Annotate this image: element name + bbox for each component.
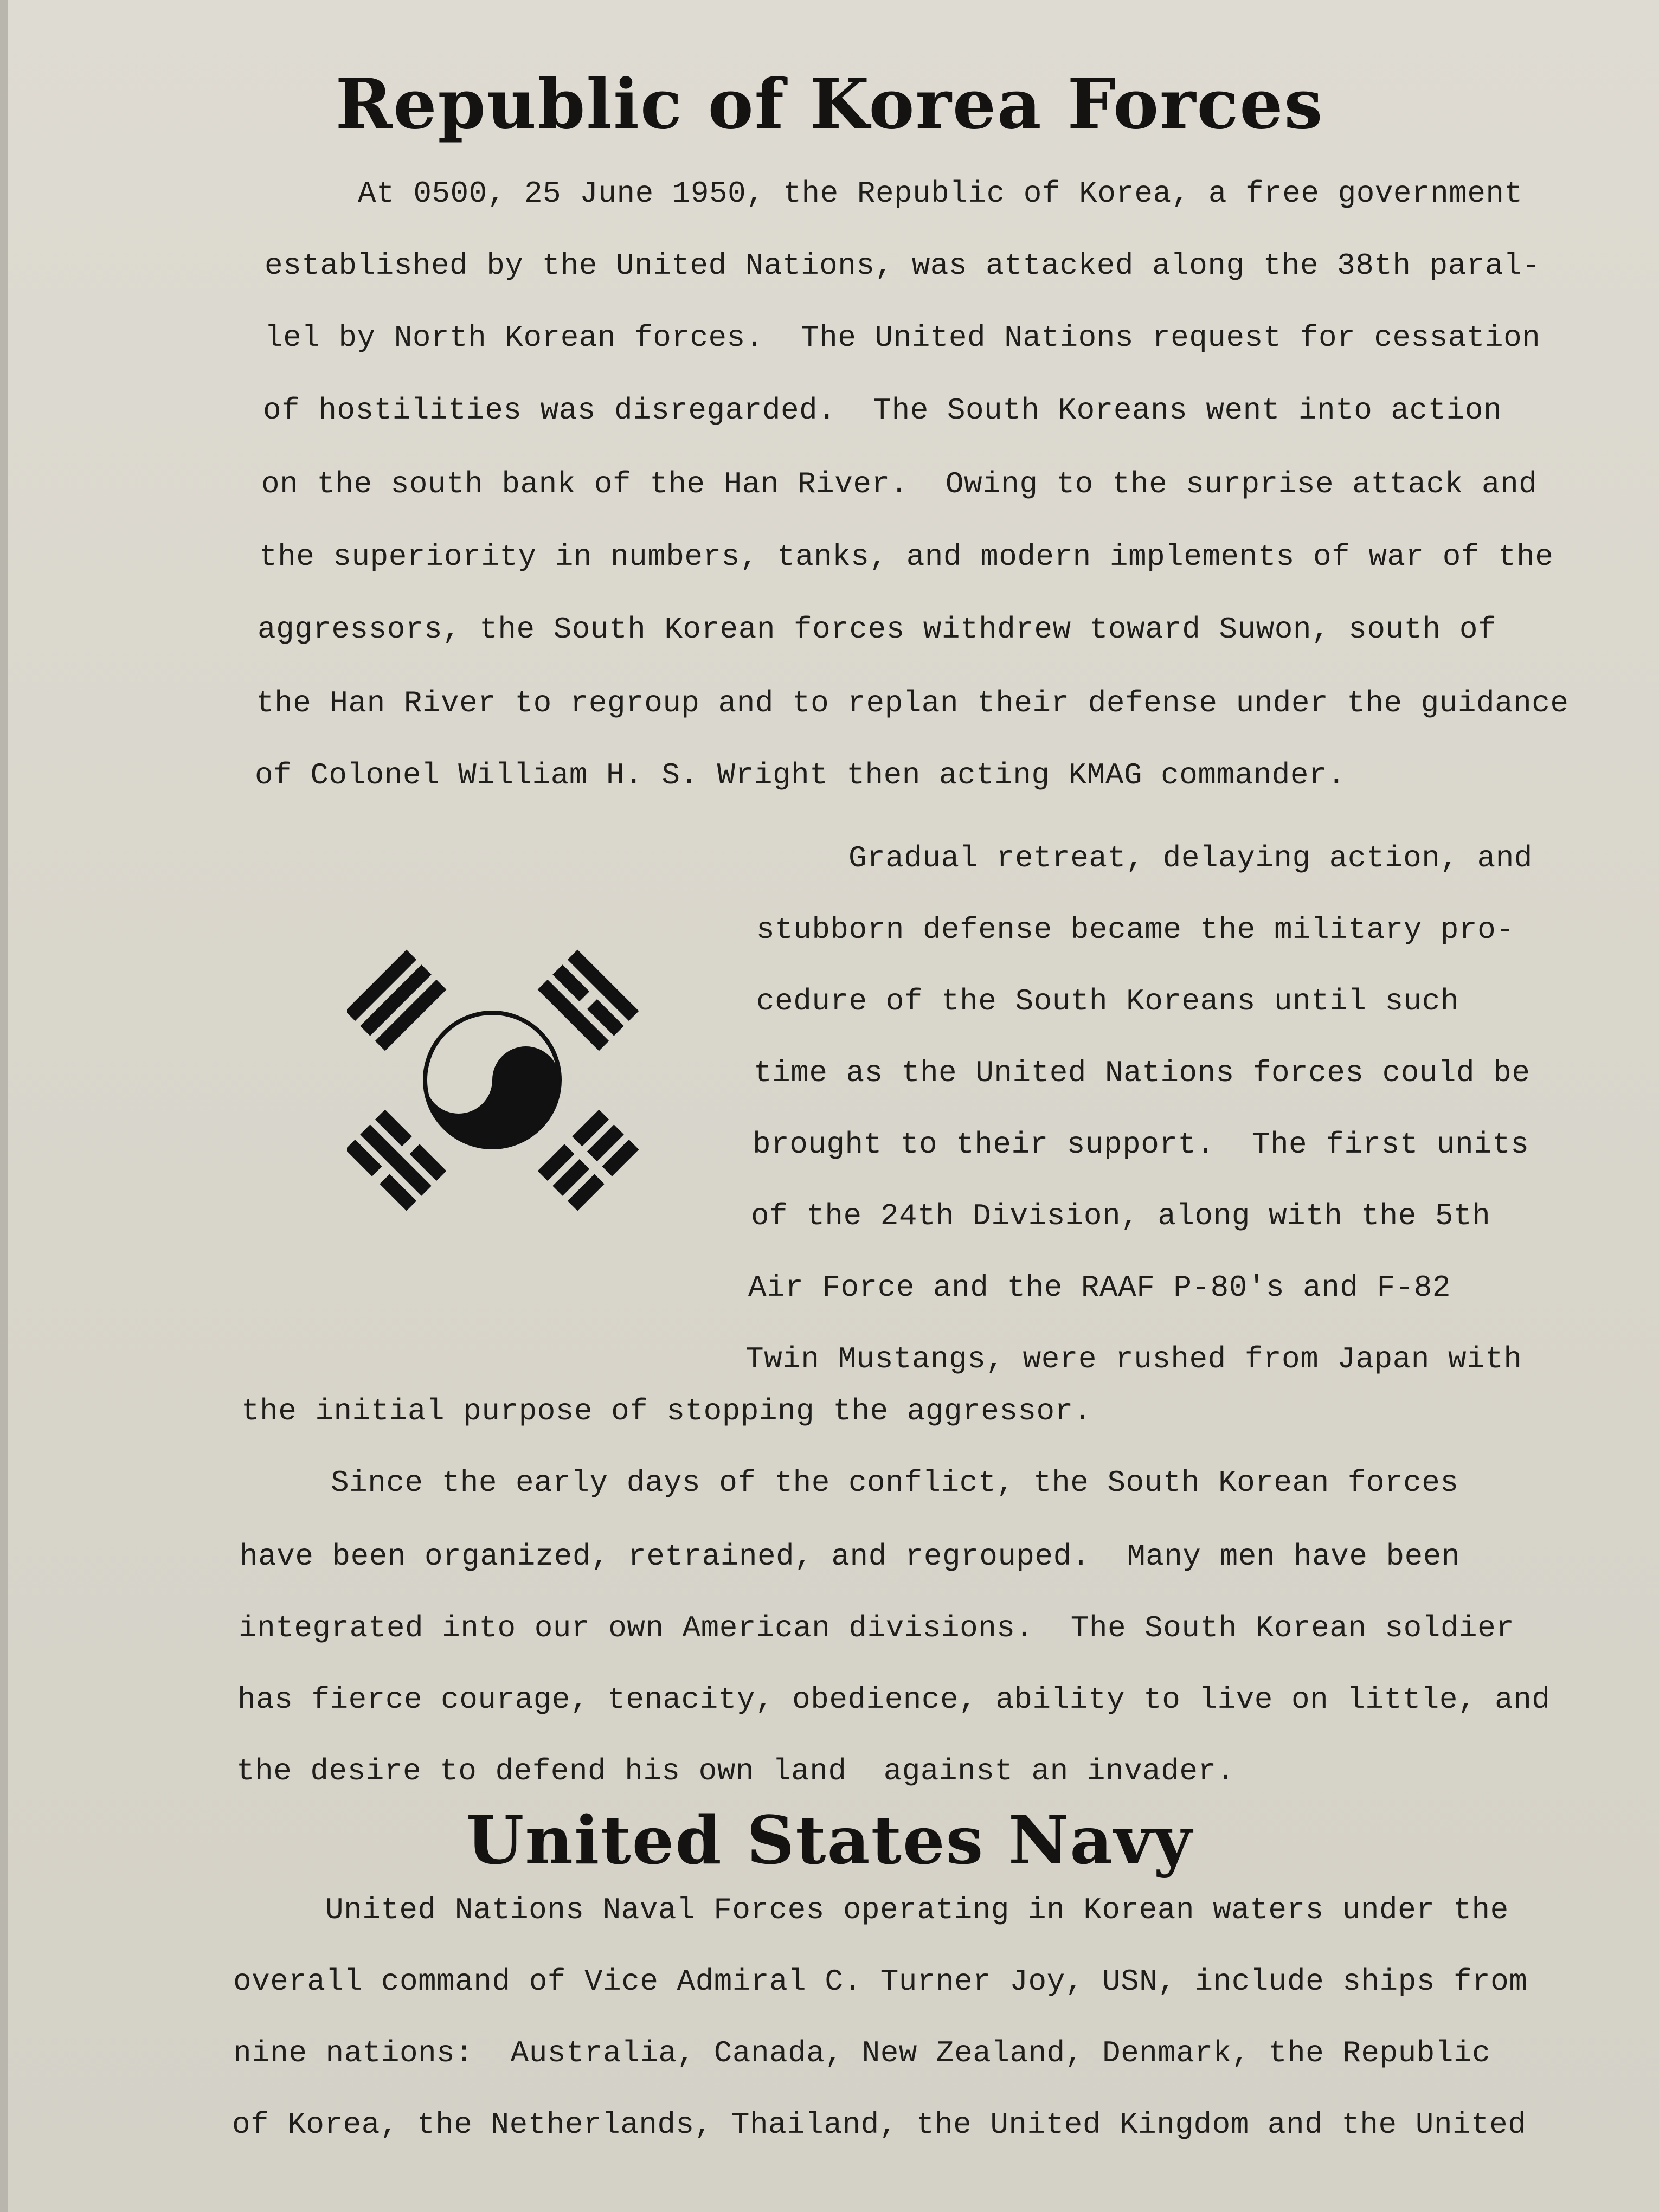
text-line: Gradual retreat, delaying action, and [848,841,1533,876]
text-line: of hostilities was disregarded. The South Koreans went into action [263,393,1502,428]
text-line: stubborn defense became the military pro- [756,912,1515,947]
text-line: of the 24th Division, along with the 5th [751,1199,1491,1233]
text-line: Twin Mustangs, were rushed from Japan with [745,1342,1522,1377]
text-line: At 0500, 25 June 1950, the Republic of Korea, a free government [358,176,1523,211]
text-line: brought to their support. The first units [753,1127,1529,1162]
text-line: nine nations: Australia, Canada, New Zealand, Denmark, the Republic [233,2036,1491,2070]
text-line: time as the United Nations forces could be [754,1056,1531,1090]
section-title-korea: Republic of Korea Forces [335,64,1324,144]
korean-flag-emblem [347,933,640,1225]
text-line: have been organized, retrained, and regrouped. Many men have been [240,1539,1460,1574]
text-line: of Colonel William H. S. Wright then acting KMAG commander. [255,758,1346,793]
page-edge [0,0,8,2212]
text-line: the Han River to regroup and to replan their defense under the guidance [256,686,1569,721]
text-line: overall command of Vice Admiral C. Turner Joy, USN, include ships from [233,1964,1528,1999]
text-line: aggressors, the South Korean forces withdrew toward Suwon, south of [258,612,1497,647]
text-line: the superiority in numbers, tanks, and modern implements of war of the [259,539,1554,574]
text-line: cedure of the South Koreans until such [756,984,1459,1019]
text-line: the desire to defend his own land against an invader. [236,1754,1235,1789]
text-line: the initial purpose of stopping the aggressor. [241,1394,1092,1429]
text-line: Air Force and the RAAF P-80's and F-82 [748,1270,1451,1305]
text-line: of Korea, the Netherlands, Thailand, the United Kingdom and the United [232,2107,1527,2142]
section-title-navy: United States Navy [466,1801,1193,1879]
text-line: Since the early days of the conflict, the South Korean forces [331,1465,1459,1500]
text-line: on the south bank of the Han River. Owing to the surprise attack and [261,467,1538,501]
text-line: United Nations Naval Forces operating in Korean waters under the [325,1893,1509,1927]
text-line: has fierce courage, tenacity, obedience, ability to live on little, and [237,1682,1551,1717]
text-line: established by the United Nations, was attacked along the 38th paral- [265,248,1541,283]
text-line: lel by North Korean forces. The United Nations request for cessation [265,320,1541,355]
text-line: integrated into our own American divisions. The South Korean soldier [239,1611,1515,1645]
